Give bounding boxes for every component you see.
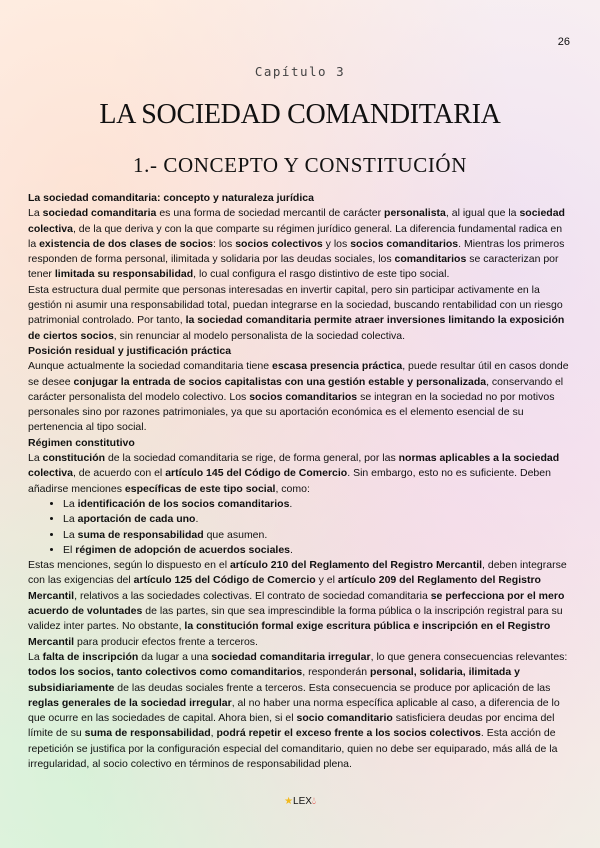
chapter-label: Capítulo 3 xyxy=(254,64,346,79)
paragraph: La sociedad comanditaria es una forma de sociedad mercantil de carácter personalista, al igual que la sociedad colectiva, de la que deriva y con la que comparte su régimen jurídico general. La diferencia fundamental radica en la existencia de dos clases de socios: los socios colectivos y los socios comanditarios. Mientras los primeros responden de forma personal, ilimitada y solidaria por las deudas sociales, los comanditarios se caracterizan por tener limitada su responsabilidad, lo cual configura el rasgo distintivo de este tipo social. xyxy=(28,207,565,281)
paragraph: La constitución de la sociedad comanditaria se rige, de forma general, por las normas aplicables a la sociedad colectiva, de acuerdo con el artículo 145 del Código de Comercio. Sin embargo, esto no es suficiente. Deben añadirse menciones específicas de este tipo social, como: xyxy=(28,452,560,495)
list-item: • La aportación de cada uno. xyxy=(63,512,572,527)
bullet-list xyxy=(28,497,572,558)
page-title: LA SOCIEDAD COMANDITARIA xyxy=(99,99,501,130)
footer-brand: LEX xyxy=(293,796,312,807)
paragraph: Esta estructura dual permite que personas interesadas en invertir capital, pero sin participar activamente en la gestión ni asumir una responsabilidad total, puedan integrarse en la sociedad, buscando rentabilidad con un riesgo patrimonial controlado. Por tanto, la sociedad comanditaria permite atraer inversiones limitando la exposición de ciertos socios, sin renunciar al modelo personalista de la sociedad colectiva. xyxy=(28,283,565,342)
paragraph: Estas menciones, según lo dispuesto en el artículo 210 del Reglamento del Registro Mercantil, deben integrarse con las exigencias del artículo 125 del Código de Comercio y el artículo 209 del Reglamento del Registro Mercantil, relativos a las sociedades colectivas. El contrato de sociedad comanditaria se perfecciona por el mero acuerdo de voluntades de las partes, sin que sea imprescindible la forma pública o la inscripción registral para su validez inter partes. No obstante, la constitución formal exige escritura pública e inscripción en el Registro Mercantil para producir efectos frente a terceros. xyxy=(28,559,567,648)
subheading: Régimen constitutivo xyxy=(28,436,135,449)
subheading: La sociedad comanditaria: concepto y naturaleza jurídica xyxy=(28,192,314,204)
list-item: • La identificación de los socios comanditarios. xyxy=(63,497,572,512)
subheading: Posición residual y justificación práctica xyxy=(28,344,232,357)
footer xyxy=(0,796,600,807)
document-body xyxy=(28,191,572,772)
list-item: • La suma de responsabilidad que asumen. xyxy=(63,528,572,543)
paragraph: La falta de inscripción da lugar a una sociedad comanditaria irregular, lo que genera consecuencias relevantes: todos los socios, tanto colectivos como comanditarios, responderán personal, solidaria, ilimitada y subsidiariamente de las deudas sociales frente a terceros. Esta consecuencia se produce por aplicación de las reglas generales de la sociedad irregular, al no haber una norma específica aplicable al caso, a diferencia de lo que ocurre en las sociedades de capital. Ahora bien, si el socio comanditario satisficiera deudas por encima del límite de su suma de responsabilidad, podrá repetir el exceso frente a los socios colectivos. Esta acción de repetición se justifica por la configuración especial del comanditario, quien no debe ser equiparado, más allá de la irregularidad, al socio colectivo en términos de responsabilidad plena. xyxy=(28,650,568,770)
drop-icon: 💧︎ xyxy=(311,796,316,807)
list-item: • El régimen de adopción de acuerdos sociales. xyxy=(63,543,572,558)
paragraph: Aunque actualmente la sociedad comanditaria tiene escasa presencia práctica, puede resultar útil en casos donde se desee conjugar la entrada de socios capitalistas con una gestión estable y personalizada, conservando el carácter personalista del modelo colectivo. Los socios comanditarios se integran en la sociedad no por motivos personales sino por razones patrimoniales, ya que su aportación económica es el elemento esencial de su pertenencia al tipo social. xyxy=(28,360,569,434)
section-title: 1.- CONCEPTO Y CONSTITUCIÓN xyxy=(133,153,467,177)
page-number: 26 xyxy=(557,36,570,48)
star-icon: ★ xyxy=(284,796,294,807)
